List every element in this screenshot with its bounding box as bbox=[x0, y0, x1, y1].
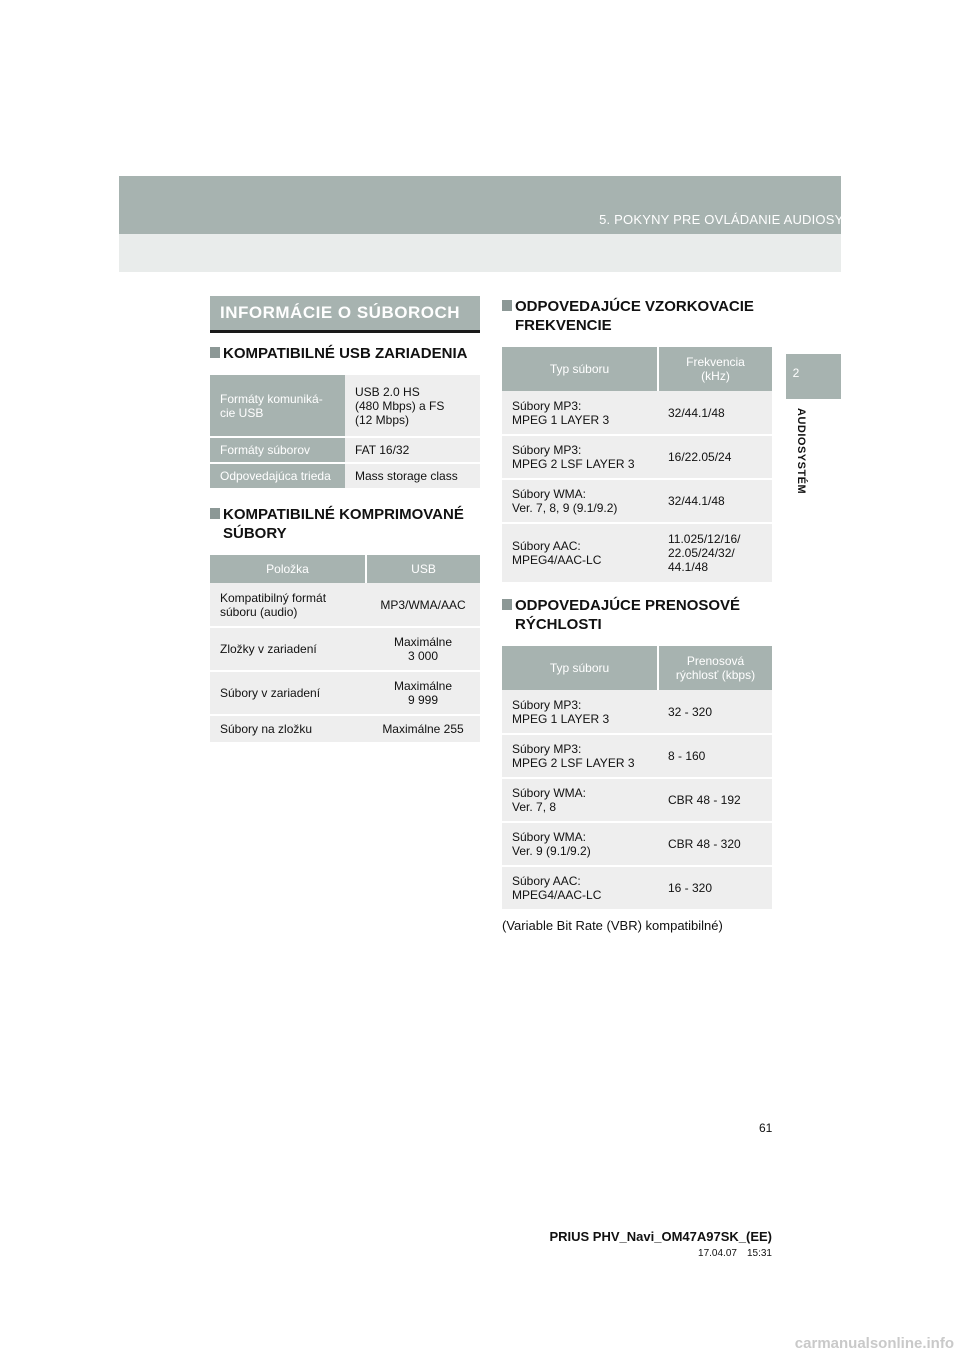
table-row bbox=[502, 479, 772, 523]
section-banner bbox=[210, 296, 480, 333]
table-cell: Maximálne 3 000 bbox=[366, 627, 480, 671]
square-bullet-icon bbox=[502, 599, 512, 610]
table-cell: 32/44.1/48 bbox=[658, 391, 772, 435]
table-cell: CBR 48 - 192 bbox=[658, 778, 772, 822]
table-cell: Súbory AAC: MPEG4/AAC-LC bbox=[502, 866, 658, 910]
table-cell: Súbory WMA: Ver. 7, 8 bbox=[502, 778, 658, 822]
table-cell: Súbory MP3: MPEG 2 LSF LAYER 3 bbox=[502, 435, 658, 479]
heading-compressed-files: KOMPATIBILNÉ KOMPRIMOVANÉ SÚBORY bbox=[210, 505, 480, 543]
table-cell: 11.025/12/16/ 22.05/24/32/ 44.1/48 bbox=[658, 523, 772, 583]
heading-sampling-frequencies: ODPOVEDAJÚCE VZORKOVACIE FREKVENCIE bbox=[502, 297, 772, 335]
usb-devices-table bbox=[210, 375, 480, 490]
document-code: PRIUS PHV_Navi_OM47A97SK_(EE) bbox=[549, 1229, 772, 1244]
heading-bitrates: ODPOVEDAJÚCE PRENOSOVÉ RÝCHLOSTI bbox=[502, 596, 772, 634]
table-cell: Súbory MP3: MPEG 1 LAYER 3 bbox=[502, 690, 658, 734]
table-row bbox=[210, 375, 480, 437]
sampling-frequencies-table bbox=[502, 347, 772, 584]
column-header: Položka bbox=[210, 555, 366, 583]
column-header: Typ súboru bbox=[502, 347, 658, 391]
table-cell: 8 - 160 bbox=[658, 734, 772, 778]
table-row bbox=[502, 778, 772, 822]
table-header-row bbox=[502, 347, 772, 391]
table-cell: USB 2.0 HS (480 Mbps) a FS (12 Mbps) bbox=[345, 375, 480, 437]
table-row bbox=[502, 391, 772, 435]
table-cell: Súbory WMA: Ver. 7, 8, 9 (9.1/9.2) bbox=[502, 479, 658, 523]
table-row bbox=[502, 866, 772, 910]
table-row bbox=[210, 463, 480, 489]
vbr-note: (Variable Bit Rate (VBR) kompatibilné) bbox=[502, 918, 723, 933]
table-cell: Súbory WMA: Ver. 9 (9.1/9.2) bbox=[502, 822, 658, 866]
table-cell: Zložky v zariadení bbox=[210, 627, 366, 671]
column-header: USB bbox=[366, 555, 480, 583]
table-cell: Súbory v zariadení bbox=[210, 671, 366, 715]
table-cell: Maximálne 9 999 bbox=[366, 671, 480, 715]
section-title: INFORMÁCIE O SÚBOROCH bbox=[220, 303, 460, 322]
print-time: 15:31 bbox=[746, 1248, 772, 1259]
table-cell: MP3/WMA/AAC bbox=[366, 583, 480, 627]
table-cell: Formáty súborov bbox=[210, 437, 345, 463]
heading-usb-devices: KOMPATIBILNÉ USB ZARIADENIA bbox=[210, 344, 467, 363]
table-row bbox=[502, 734, 772, 778]
table-cell: 16 - 320 bbox=[658, 866, 772, 910]
print-timestamp bbox=[698, 1248, 772, 1259]
table-row bbox=[210, 437, 480, 463]
table-cell: Formáty komuniká- cie USB bbox=[210, 375, 345, 437]
table-row bbox=[210, 583, 480, 627]
page-number: 61 bbox=[759, 1121, 773, 1135]
table-cell: Mass storage class bbox=[345, 463, 480, 489]
table-row bbox=[502, 822, 772, 866]
table-row bbox=[502, 523, 772, 583]
column-header: Frekvencia (kHz) bbox=[658, 347, 772, 391]
table-header-row bbox=[502, 646, 772, 690]
table-header-row bbox=[210, 555, 480, 583]
table-cell: 32 - 320 bbox=[658, 690, 772, 734]
table-cell: Odpovedajúca trieda bbox=[210, 463, 345, 489]
side-tab-label: AUDIOSYSTÉM bbox=[795, 408, 807, 495]
square-bullet-icon bbox=[210, 508, 220, 519]
table-row bbox=[210, 627, 480, 671]
square-bullet-icon bbox=[210, 347, 220, 358]
table-cell: Súbory MP3: MPEG 1 LAYER 3 bbox=[502, 391, 658, 435]
column-header: Typ súboru bbox=[502, 646, 658, 690]
print-date: 17.04.07 bbox=[698, 1248, 737, 1259]
table-row bbox=[502, 435, 772, 479]
chapter-title: 5. POKYNY PRE OVLÁDANIE AUDIOSYSTÉMU bbox=[599, 212, 890, 227]
compressed-files-table bbox=[210, 555, 480, 744]
column-header: Prenosová rýchlosť (kbps) bbox=[658, 646, 772, 690]
watermark: carmanualsonline.info bbox=[794, 1335, 954, 1352]
table-row bbox=[210, 671, 480, 715]
table-cell: Súbory na zložku bbox=[210, 715, 366, 743]
table-cell: Súbory AAC: MPEG4/AAC-LC bbox=[502, 523, 658, 583]
table-cell: 32/44.1/48 bbox=[658, 479, 772, 523]
table-row bbox=[502, 690, 772, 734]
bitrates-table bbox=[502, 646, 772, 911]
table-cell: Kompatibilný formát súboru (audio) bbox=[210, 583, 366, 627]
table-cell: 16/22.05/24 bbox=[658, 435, 772, 479]
table-cell: Súbory MP3: MPEG 2 LSF LAYER 3 bbox=[502, 734, 658, 778]
side-tab-number: 2 bbox=[792, 366, 800, 380]
table-cell: CBR 48 - 320 bbox=[658, 822, 772, 866]
table-row bbox=[210, 715, 480, 743]
square-bullet-icon bbox=[502, 300, 512, 311]
table-cell: Maximálne 255 bbox=[366, 715, 480, 743]
table-cell: FAT 16/32 bbox=[345, 437, 480, 463]
